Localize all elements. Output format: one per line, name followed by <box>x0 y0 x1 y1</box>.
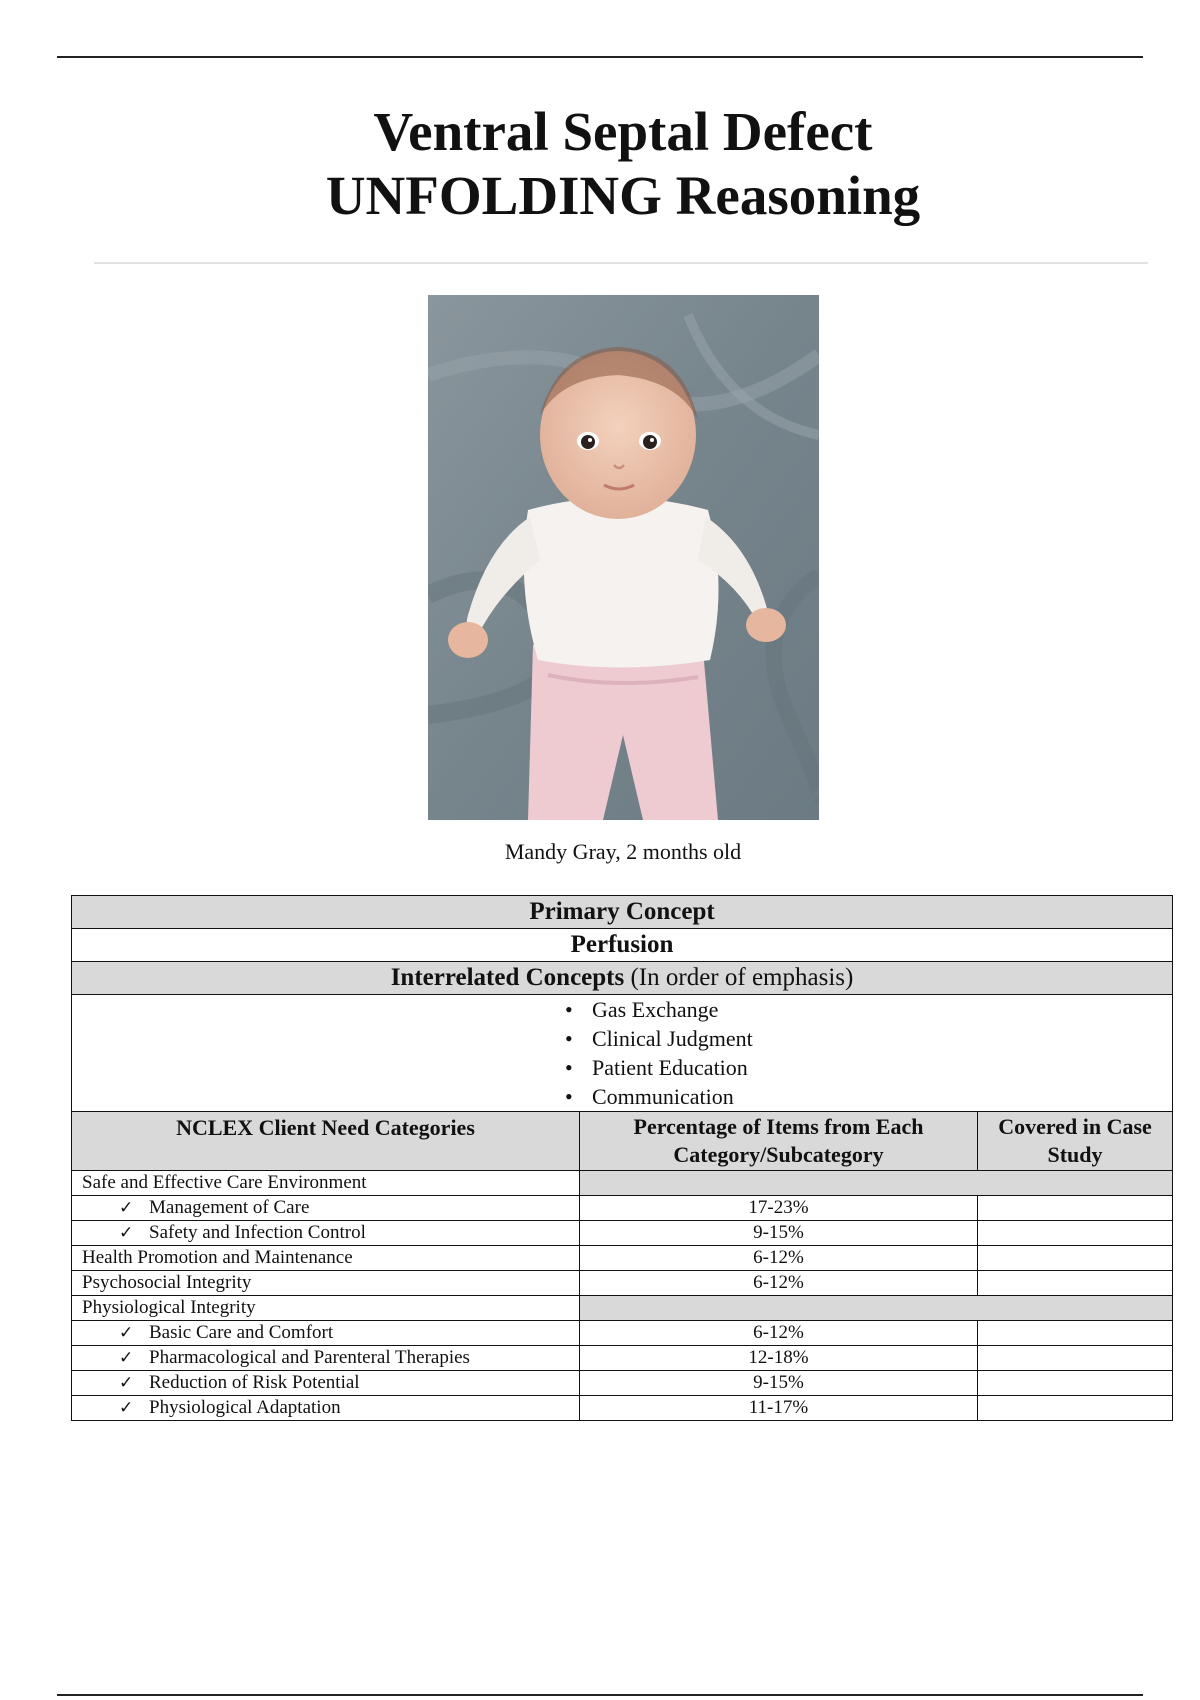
title-line-1: Ventral Septal Defect <box>373 101 873 162</box>
bullet-icon: • <box>565 1055 573 1080</box>
category-percentage: 11-17% <box>580 1396 978 1421</box>
patient-photo <box>428 295 819 820</box>
subcategory-label: ✓ Safety and Infection Control <box>72 1221 580 1246</box>
table-row <box>72 1196 1173 1221</box>
checkmark-icon: ✓ <box>119 1348 134 1367</box>
nclex-percentage-header: Percentage of Items from Each Category/Subcategory <box>580 1112 978 1171</box>
bullet-icon: • <box>565 1026 573 1051</box>
right-hand <box>746 608 786 642</box>
right-eye <box>643 435 657 449</box>
covered-cell <box>978 1371 1173 1396</box>
nclex-category-header: NCLEX Client Need Categories <box>72 1112 580 1171</box>
table-row <box>72 1346 1173 1371</box>
category-percentage: 6-12% <box>580 1246 978 1271</box>
covered-cell <box>978 1196 1173 1221</box>
left-eye <box>581 435 595 449</box>
bottom-rule <box>57 1694 1143 1696</box>
interrelated-label: Interrelated Concepts <box>390 964 625 991</box>
title-line-2: UNFOLDING Reasoning <box>325 165 921 226</box>
document-title <box>0 100 1200 228</box>
left-hand <box>448 622 488 658</box>
category-percentage: 17-23% <box>580 1196 978 1221</box>
concepts-table <box>71 895 1173 1421</box>
white-onesie <box>524 498 719 668</box>
category-percentage <box>580 1171 1173 1196</box>
table-row <box>72 1271 1173 1296</box>
category-percentage: 9-15% <box>580 1221 978 1246</box>
baby-illustration <box>428 295 819 820</box>
covered-cell <box>978 1271 1173 1296</box>
subcategory-label: ✓ Basic Care and Comfort <box>72 1321 580 1346</box>
category-percentage: 6-12% <box>580 1321 978 1346</box>
checkmark-icon: ✓ <box>119 1223 134 1242</box>
nclex-covered-header: Covered in Case Study <box>978 1112 1173 1171</box>
title-divider <box>94 262 1148 264</box>
checkmark-icon: ✓ <box>119 1373 134 1392</box>
bullet-icon: • <box>565 1084 573 1109</box>
checkmark-icon: ✓ <box>119 1323 134 1342</box>
covered-cell <box>978 1221 1173 1246</box>
top-rule <box>57 56 1143 58</box>
subcategory-label: ✓ Reduction of Risk Potential <box>72 1371 580 1396</box>
primary-concept-header: Primary Concept <box>72 896 1173 929</box>
interrelated-concepts-list <box>82 995 1162 1111</box>
table-row <box>72 1296 1173 1321</box>
covered-cell <box>978 1346 1173 1371</box>
interrelated-note: (In order of emphasis) <box>630 964 854 991</box>
list-item: • Communication <box>565 1084 734 1109</box>
table-row <box>72 1171 1173 1196</box>
checkmark-icon: ✓ <box>119 1398 134 1417</box>
covered-cell <box>978 1396 1173 1421</box>
covered-cell <box>978 1246 1173 1271</box>
category-label: Safe and Effective Care Environment <box>72 1171 580 1196</box>
table-row <box>72 1321 1173 1346</box>
category-percentage: 6-12% <box>580 1271 978 1296</box>
subcategory-label: ✓ Management of Care <box>72 1196 580 1221</box>
subcategory-label: ✓ Pharmacological and Parenteral Therapies <box>72 1346 580 1371</box>
covered-cell <box>978 1321 1173 1346</box>
subcategory-label: ✓ Physiological Adaptation <box>72 1396 580 1421</box>
category-percentage: 12-18% <box>580 1346 978 1371</box>
category-label: Physiological Integrity <box>72 1296 580 1321</box>
list-item: • Patient Education <box>565 1055 748 1080</box>
checkmark-icon: ✓ <box>119 1198 134 1217</box>
table-row <box>72 1396 1173 1421</box>
category-percentage: 9-15% <box>580 1371 978 1396</box>
primary-concept-value: Perfusion <box>72 929 1173 962</box>
category-label: Psychosocial Integrity <box>72 1271 580 1296</box>
list-item: • Clinical Judgment <box>565 1026 753 1051</box>
table-row <box>72 1371 1173 1396</box>
list-item: • Gas Exchange <box>565 997 719 1022</box>
category-percentage <box>580 1296 1173 1321</box>
category-label: Health Promotion and Maintenance <box>72 1246 580 1271</box>
interrelated-concepts-list-cell <box>72 995 1173 1112</box>
table-row <box>72 1246 1173 1271</box>
interrelated-concepts-header <box>72 962 1173 995</box>
bullet-icon: • <box>565 997 573 1022</box>
table-row <box>72 1221 1173 1246</box>
photo-caption: Mandy Gray, 2 months old <box>504 839 742 864</box>
